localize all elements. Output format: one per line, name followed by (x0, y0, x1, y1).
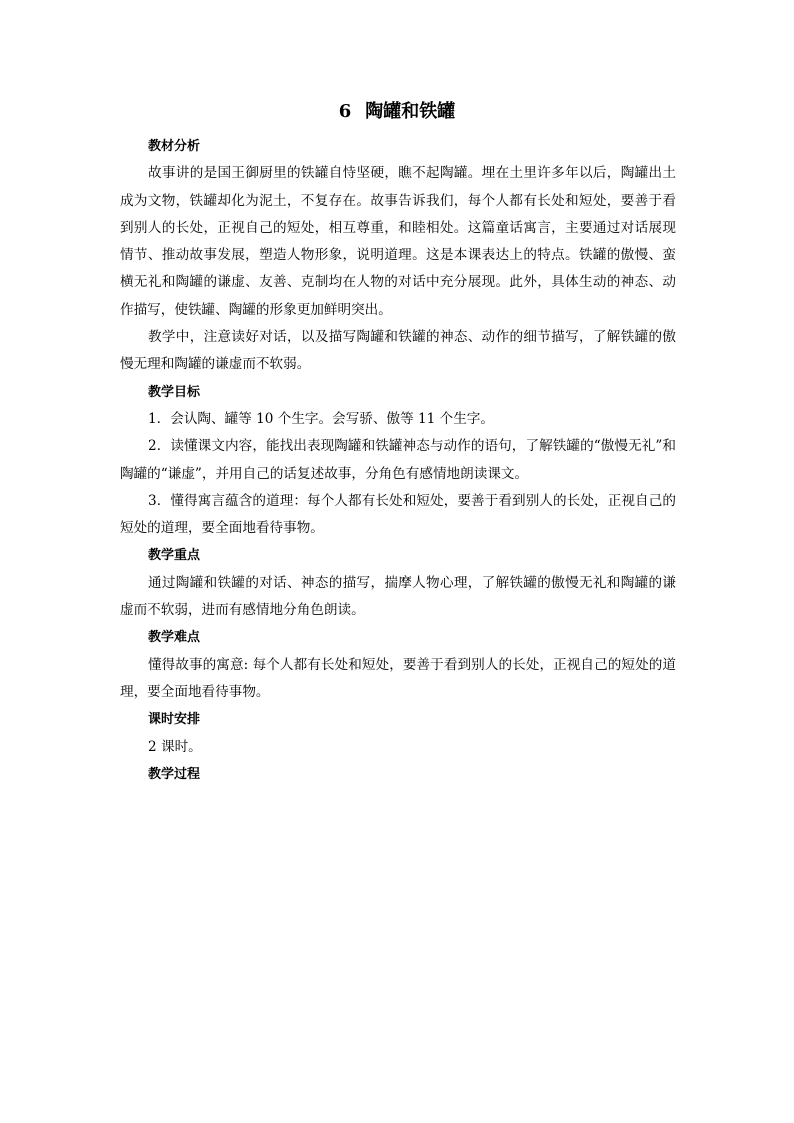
section-heading-key-points: 教学重点 (148, 548, 201, 564)
section-heading-schedule: 课时安排 (148, 712, 201, 728)
key-points-paragraph: 通过陶罐和铁罐的对话、神态的描写，揣摩人物心理，了解铁罐的傲慢无礼和陶罐的谦虚而不软弱，进而有感情地分角色朗读。 (120, 574, 676, 619)
difficulties-paragraph: 懂得故事的寓意: 每个人都有长处和短处，要善于看到别人的长处，正视自己的短处的道理，要全面地看待事物。 (120, 656, 676, 700)
page-title (120, 98, 674, 126)
analysis-paragraph-2: 教学中，注意读好对话，以及描写陶罐和铁罐的神态、动作的细节描写，了解铁罐的傲慢无理和陶罐的谦虚而不软弱。 (120, 329, 676, 373)
goal-item-3: 3．懂得寓言蕴含的道理：每个人都有长处和短处，要善于看到别人的长处，正视自己的短处的道理，要全面地看待事物。 (120, 492, 676, 537)
lesson-title: 陶罐和铁罐 (365, 101, 456, 122)
document-body (120, 133, 676, 788)
schedule-paragraph: 2 课时。 (148, 738, 202, 755)
analysis-paragraph-1: 故事讲的是国王御厨里的铁罐自恃坚硬，瞧不起陶罐。埋在土里许多年以后，陶罐出土成为文物，铁罐却化为泥土，不复存在。故事告诉我们，每个人都有长处和短处，要善于看到别人的长处，正视自己的短处，相互尊重，和睦相处。这篇童话寓言，主要通过对话展现情节、推动故事发展，塑造人物形象，说明道理。这是本课表达上的特点。铁罐的傲慢、蛮横无礼和陶罐的谦虚、友善、克制均在人物的对话中充分展现。此外，具体生动的神态、动作描写，使铁罐、陶罐的形象更加鲜明突出。 (120, 165, 676, 318)
section-heading-difficulties: 教学难点 (148, 630, 201, 646)
section-heading-process: 教学过程 (148, 766, 201, 782)
lesson-number: 6 (338, 101, 352, 122)
section-heading-goals: 教学目标 (148, 384, 201, 400)
section-heading-analysis: 教材分析 (148, 139, 201, 154)
goal-item-1: 1．会认陶、罐等 10 个生字。会写骄、傲等 11 个生字。 (148, 410, 494, 427)
goal-item-2: 2．读懂课文内容，能找出表现陶罐和铁罐神态与动作的语句，了解铁罐的“傲慢无礼”和陶罐的“谦虚”，并用自己的话复述故事，分角色有感情地朗读课文。 (120, 438, 676, 482)
